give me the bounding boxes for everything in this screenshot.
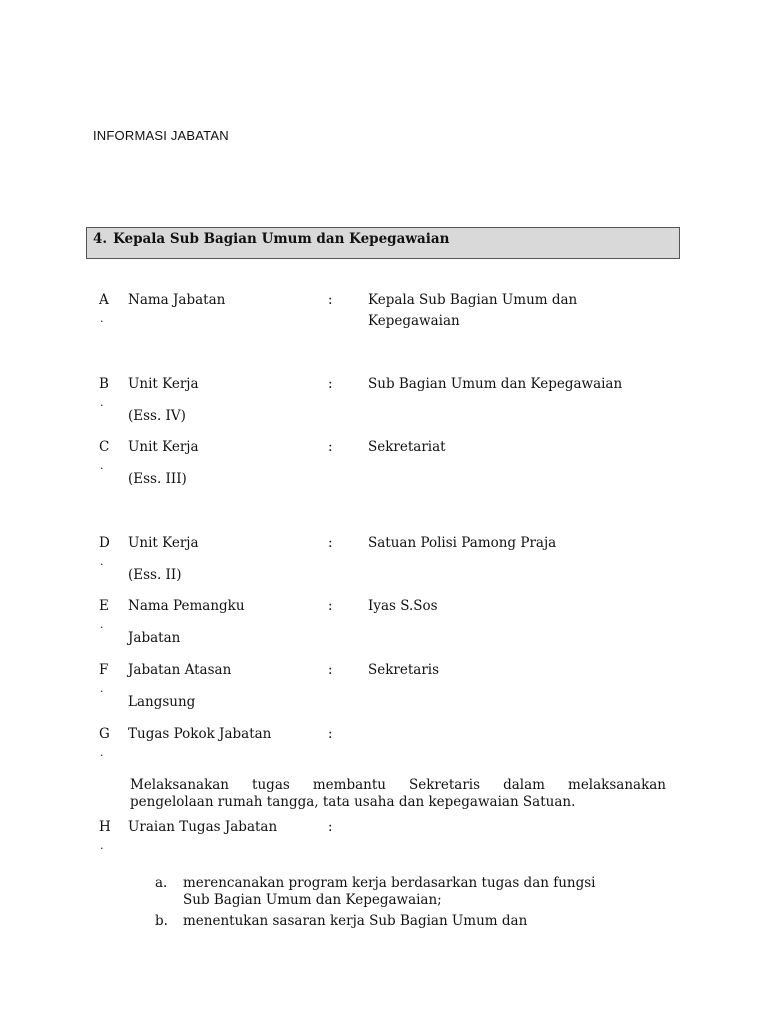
section-title-text: Kepala Sub Bagian Umum dan Kepegawaian (113, 231, 450, 247)
field-letter-dot: . (100, 459, 104, 472)
list-text (183, 875, 673, 909)
field-label-continued: (Ess. II) (128, 567, 182, 583)
field-colon: : (328, 439, 333, 455)
field-letter: A (99, 292, 109, 308)
field-letter: F (99, 662, 109, 678)
field-letter-dot: . (100, 312, 104, 325)
field-value: Satuan Polisi Pamong Praja (368, 535, 557, 551)
section-number: 4. (93, 231, 108, 247)
field-letter-dot: . (100, 682, 104, 695)
field-label: Uraian Tugas Jabatan (128, 819, 278, 835)
field-label-continued: Langsung (128, 694, 196, 710)
section-heading-box (86, 227, 680, 259)
field-letter-dot: . (100, 618, 104, 631)
field-colon: : (328, 598, 333, 614)
field-value: Iyas S.Sos (368, 598, 438, 614)
field-value: Sub Bagian Umum dan Kepegawaian (368, 376, 623, 392)
field-label: Jabatan Atasan (128, 662, 232, 678)
field-colon: : (328, 292, 333, 308)
field-label: Unit Kerja (128, 376, 199, 392)
field-label: Nama Jabatan (128, 292, 226, 308)
field-colon: : (328, 662, 333, 678)
field-letter: B (99, 376, 109, 392)
field-value: Kepala Sub Bagian Umum dan (368, 292, 578, 308)
list-text-line-1: menentukan sasaran kerja Sub Bagian Umum dan (183, 913, 528, 929)
field-letter: D (99, 535, 110, 551)
field-letter-dot: . (100, 839, 104, 852)
field-letter: H (99, 819, 111, 835)
field-letter-dot: . (100, 746, 104, 759)
tugas-pokok-line-2: pengelolaan rumah tangga, tata usaha dan kepegawaian Satuan. (130, 794, 576, 810)
field-label: Tugas Pokok Jabatan (128, 726, 272, 742)
section-title (93, 231, 449, 247)
list-text-line-2: Sub Bagian Umum dan Kepegawaian; (183, 892, 442, 908)
field-letter-dot: . (100, 396, 104, 409)
field-colon: : (328, 819, 333, 835)
field-label-continued: (Ess. IV) (128, 408, 186, 424)
field-label: Unit Kerja (128, 535, 199, 551)
field-letter: G (99, 726, 110, 742)
document-header: INFORMASI JABATAN (93, 128, 229, 143)
field-letter: E (99, 598, 109, 614)
field-label: Unit Kerja (128, 439, 199, 455)
list-text (183, 913, 673, 930)
field-label-continued: Jabatan (128, 630, 181, 646)
field-value: Sekretariat (368, 439, 446, 455)
list-text-line-1: merencanakan program kerja berdasarkan tugas dan fungsi (183, 875, 596, 891)
field-colon: : (328, 376, 333, 392)
field-colon: : (328, 726, 333, 742)
tugas-pokok-line-1: Melaksanakan tugas membantu Sekretaris dalam melaksanakan (130, 777, 666, 793)
list-marker: a. (155, 875, 168, 891)
field-colon: : (328, 535, 333, 551)
field-value-continued: Kepegawaian (368, 313, 460, 329)
field-value: Sekretaris (368, 662, 440, 678)
tugas-pokok-paragraph (130, 777, 666, 811)
field-label: Nama Pemangku (128, 598, 245, 614)
field-label-continued: (Ess. III) (128, 471, 187, 487)
field-letter-dot: . (100, 555, 104, 568)
list-marker: b. (155, 913, 168, 929)
field-letter: C (99, 439, 110, 455)
